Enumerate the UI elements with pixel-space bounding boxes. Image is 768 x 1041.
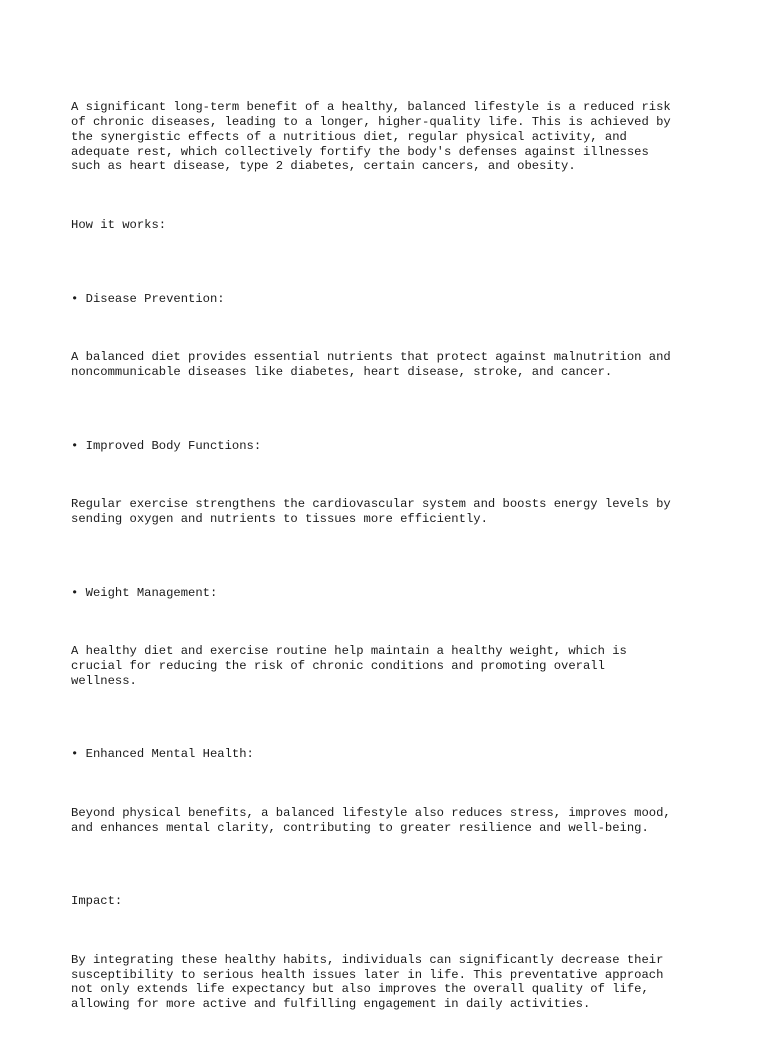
how-it-works-heading: How it works: xyxy=(71,218,167,233)
mental-health-text: Beyond physical benefits, a balanced lifestyle also reduces stress, improves mood, and enhances mental clarity, contributing to greater resilience and well-being. xyxy=(71,806,671,835)
disease-prevention-heading: • Disease Prevention: xyxy=(71,291,225,306)
mental-health-heading: • Enhanced Mental Health: xyxy=(71,747,254,762)
impact-paragraph: By integrating these healthy habits, individuals can significantly decrease their susceptibility to serious health issues later in life. This preventative approach not only extends life expectancy but also improves the overall quality of life, allowing for more active and fulfilling engagement in daily activities. xyxy=(71,953,664,1012)
intro-paragraph: A significant long-term benefit of a healthy, balanced lifestyle is a reduced risk of chronic diseases, leading to a longer, higher-quality life. This is achieved by the synergistic effects of a nutritious diet, regular physical activity, and adequate rest, which collectively fortify the body's defenses against illnesses such as heart disease, type 2 diabetes, certain cancers, and obesity. xyxy=(71,100,671,174)
document-body xyxy=(71,71,711,1041)
weight-management-text: A healthy diet and exercise routine help maintain a healthy weight, which is crucial for reducing the risk of chronic conditions and promoting overall wellness. xyxy=(71,644,627,688)
impact-heading: Impact: xyxy=(71,894,123,909)
weight-management-heading: • Weight Management: xyxy=(71,585,218,600)
body-functions-text: Regular exercise strengthens the cardiovascular system and boosts energy levels by sending oxygen and nutrients to tissues more efficiently. xyxy=(71,497,671,527)
disease-prevention-text: A balanced diet provides essential nutrients that protect against malnutrition and noncommunicable diseases like diabetes, heart disease, stroke, and cancer. xyxy=(71,350,671,380)
body-functions-heading: • Improved Body Functions: xyxy=(71,438,262,453)
